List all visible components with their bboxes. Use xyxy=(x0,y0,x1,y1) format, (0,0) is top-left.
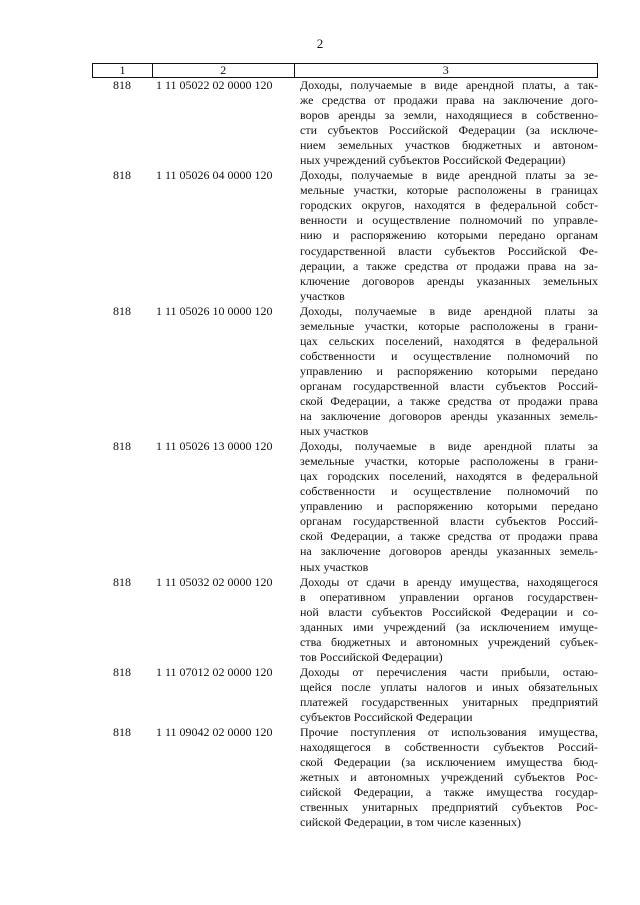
revenue-code-cell: 1 11 05026 10 0000 120 xyxy=(156,303,273,318)
description-cell xyxy=(294,439,598,574)
description-line: мельные участки, которые расположены в границах xyxy=(300,183,598,198)
description-line: ской Федерации, а также средства от продажи права xyxy=(300,529,598,544)
description-line: ных участков xyxy=(300,424,369,439)
description-line: участков xyxy=(300,288,345,303)
description-line: сийской Федерации, а также имущества государ- xyxy=(300,785,598,800)
description-line: органам государственной власти субъектов Россий- xyxy=(300,514,598,529)
description-cell xyxy=(294,304,598,439)
description-cell xyxy=(294,665,598,725)
description-line: ключение договоров аренды указанных земельных xyxy=(300,273,598,288)
admin-code-cell: 818 xyxy=(113,168,131,183)
description-line: ственных унитарных предприятий субъектов Рос- xyxy=(300,800,598,815)
admin-code-cell: 818 xyxy=(113,664,131,679)
description-line: цах городских поселений, находятся в федеральной xyxy=(300,469,598,484)
description-line: ных участков xyxy=(300,559,369,574)
description-line: собственности и осуществление полномочий по xyxy=(300,348,598,363)
description-line: управлению и распоряжению которыми передано xyxy=(300,499,598,514)
revenue-code-cell: 1 11 05026 13 0000 120 xyxy=(156,439,273,454)
description-line: ской Федерации, а также средства от продажи права xyxy=(300,393,598,408)
table-row xyxy=(92,304,598,439)
description-line: на заключение договоров аренды указанных земель- xyxy=(300,409,598,424)
header-col-3: 3 xyxy=(295,64,598,77)
revenue-code-cell: 1 11 05026 04 0000 120 xyxy=(156,168,273,183)
description-line: Доходы, получаемые в виде арендной платы, а так- xyxy=(300,78,598,92)
description-cell xyxy=(294,78,598,168)
description-line: земельные участки, которые расположены в грани- xyxy=(300,454,598,469)
description-line: нию и распоряжению которыми передано органам xyxy=(300,228,598,243)
revenue-code-cell: 1 11 09042 02 0000 120 xyxy=(156,725,273,740)
revenue-code-cell: 1 11 05032 02 0000 120 xyxy=(156,574,273,589)
description-line: управлению и распоряжению которыми передано xyxy=(300,363,598,378)
description-line: тов Российской Федерации) xyxy=(300,649,443,664)
description-line: ной власти субъектов Российской Федерации и со- xyxy=(300,604,598,619)
table-row xyxy=(92,575,598,665)
table-row xyxy=(92,665,598,725)
admin-code-cell: 818 xyxy=(113,78,131,92)
description-line: Доходы, получаемые в виде арендной платы за xyxy=(300,439,598,454)
header-col-1: 1 xyxy=(93,64,153,77)
description-line: органам государственной власти субъектов Россий- xyxy=(300,378,598,393)
description-line: нием земельных участков бюджетных и автоном- xyxy=(300,138,598,153)
description-cell xyxy=(294,725,598,830)
description-line: жетных и автономных учреждений субъектов Рос- xyxy=(300,770,598,785)
description-line: городских округов, находятся в федеральной собст- xyxy=(300,198,598,213)
description-line: субъектов Российской Федерации xyxy=(300,709,473,724)
description-line: собственности и осуществление полномочий по xyxy=(300,484,598,499)
table-row xyxy=(92,725,598,830)
admin-code-cell: 818 xyxy=(113,439,131,454)
description-line: воров аренды за земли, находящиеся в собственно- xyxy=(300,108,598,123)
table-row xyxy=(92,168,598,303)
admin-code-cell: 818 xyxy=(113,725,131,740)
description-line: Доходы от сдачи в аренду имущества, находящегося xyxy=(300,574,598,589)
header-col-2: 2 xyxy=(153,64,295,77)
description-line: платежей государственных унитарных предприятий xyxy=(300,694,598,709)
revenue-code-cell: 1 11 07012 02 0000 120 xyxy=(156,664,273,679)
description-line: щейся после уплаты налогов и иных обязательных xyxy=(300,679,598,694)
description-line: Прочие поступления от использования имущества, xyxy=(300,725,598,740)
admin-code-cell: 818 xyxy=(113,574,131,589)
description-cell xyxy=(294,168,598,303)
description-line: дерации, а также средства от продажи права на за- xyxy=(300,258,598,273)
table-row xyxy=(92,439,598,574)
table-header xyxy=(92,63,598,78)
description-line: государственной власти субъектов Российской Фе- xyxy=(300,243,598,258)
description-line: сти субъектов Российской Федерации (за исключе- xyxy=(300,123,598,138)
description-line: Доходы от перечисления части прибыли, остаю- xyxy=(300,664,598,679)
description-line: земельные участки, которые расположены в грани- xyxy=(300,318,598,333)
description-line: в оперативном управлении органов государствен- xyxy=(300,589,598,604)
description-line: ных учреждений субъектов Российской Федерации) xyxy=(300,153,566,168)
description-line: цах сельских поселений, находятся в федеральной xyxy=(300,333,598,348)
description-line: венности и осуществление полномочий по управле- xyxy=(300,213,598,228)
table-body xyxy=(92,78,598,830)
description-line: ской Федерации (за исключением имущества бюд- xyxy=(300,755,598,770)
revenue-code-cell: 1 11 05022 02 0000 120 xyxy=(156,78,273,92)
description-line: же средства от продажи права на заключение дого- xyxy=(300,93,598,108)
table-row xyxy=(92,78,598,168)
description-line: на заключение договоров аренды указанных земель- xyxy=(300,544,598,559)
page-number: 2 xyxy=(316,36,324,51)
description-line: Доходы, получаемые в виде арендной платы за xyxy=(300,303,598,318)
description-line: ства бюджетных и автономных учреждений субъек- xyxy=(300,634,598,649)
description-line: сийской Федерации, в том числе казенных) xyxy=(300,815,521,830)
description-line: зданных ими учреждений (за исключением имуще- xyxy=(300,619,598,634)
description-line: находящегося в собственности субъектов Россий- xyxy=(300,740,598,755)
description-cell xyxy=(294,575,598,665)
admin-code-cell: 818 xyxy=(113,303,131,318)
description-line: Доходы, получаемые в виде арендной платы за зе- xyxy=(300,168,598,183)
